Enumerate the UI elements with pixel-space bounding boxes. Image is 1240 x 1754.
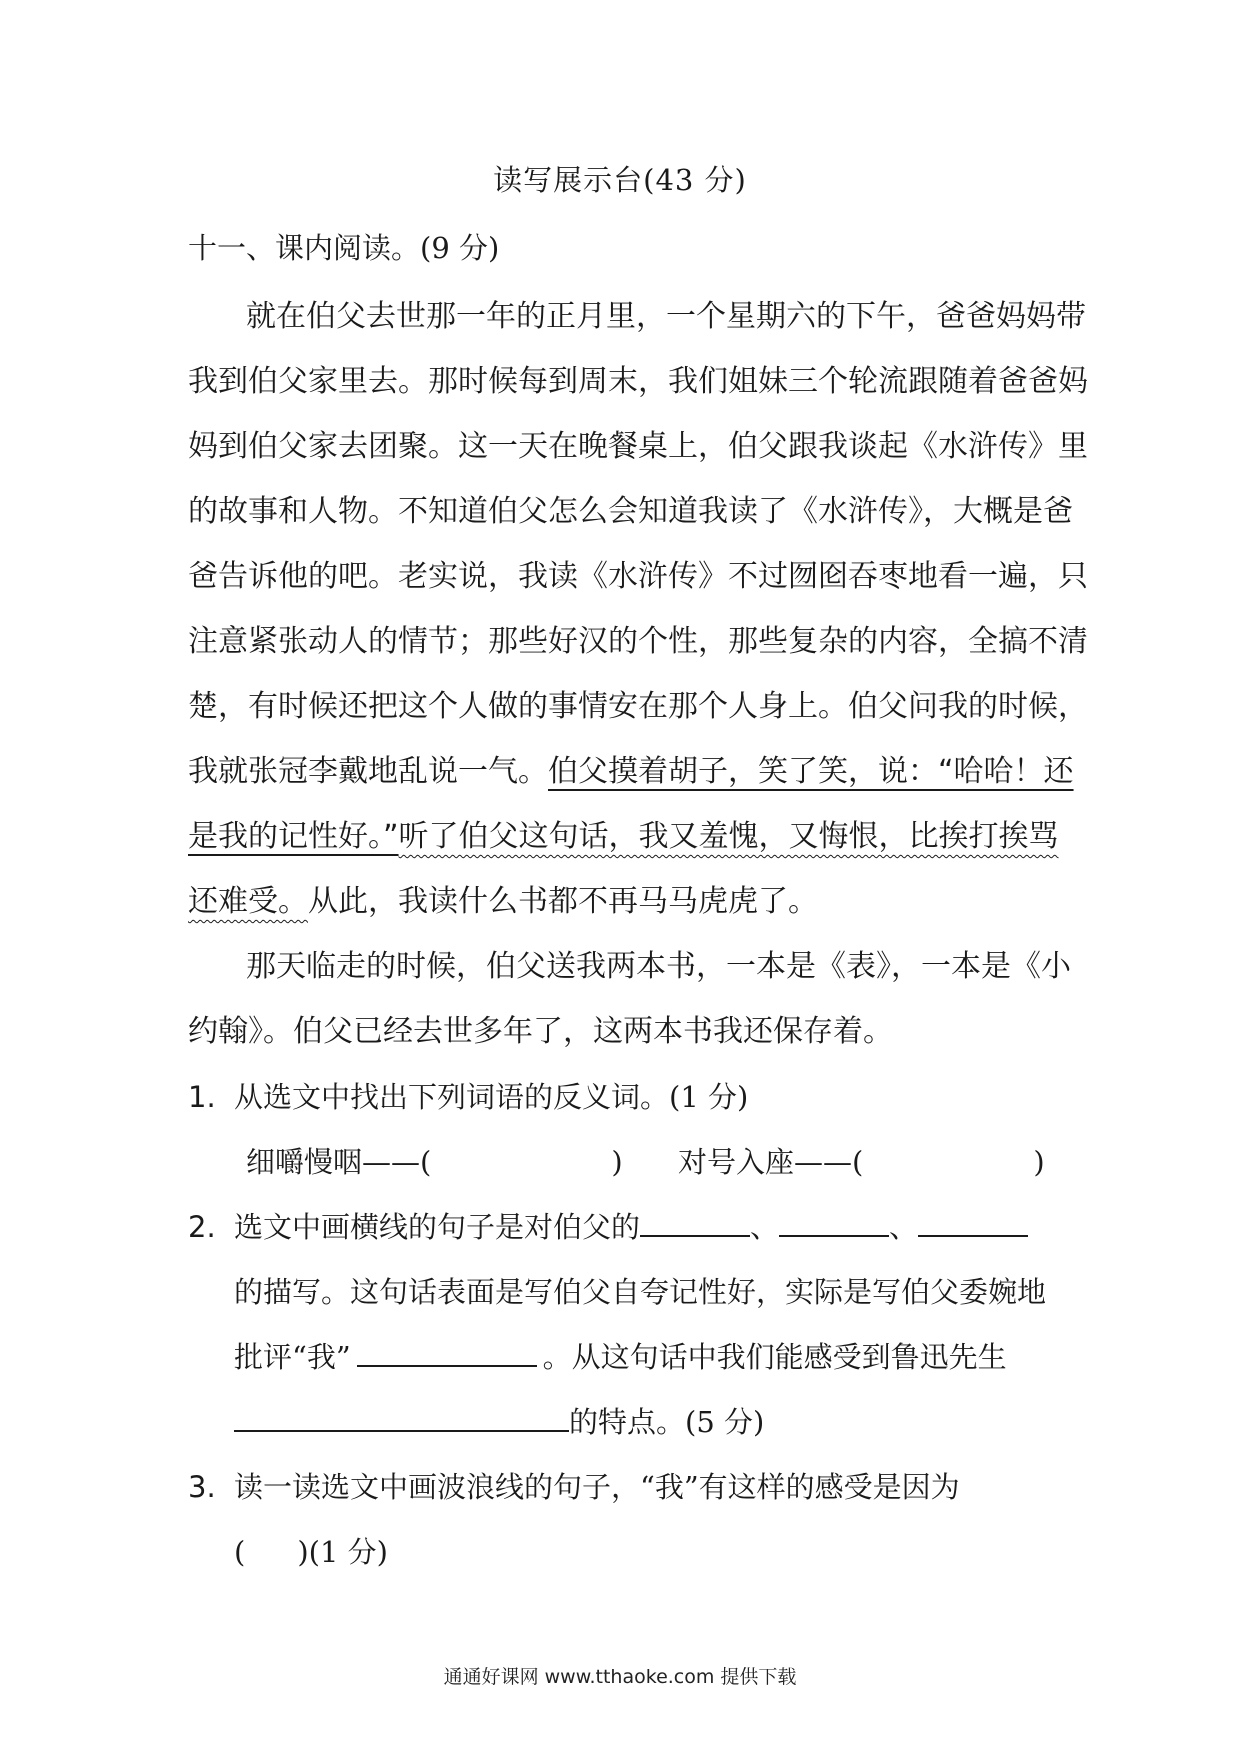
antonym-pairs [188,1130,1063,1195]
question-3 [188,1455,1063,1520]
separator: 、 [889,1210,919,1244]
passage-line: 妈到伯父家去团聚。这一天在晚餐桌上，伯父跟我谈起《水浒传》里 [188,429,1088,464]
question-number: 2. [188,1210,216,1244]
answer-blank[interactable] [779,1205,889,1237]
answer-blank[interactable] [234,1400,569,1432]
footer-download-note: 通通好课网 www.tthaoke.com 提供下载 [443,1666,797,1688]
passage-line: 注意紧张动人的情节；那些好汉的个性，那些复杂的内容，全搞不清 [188,624,1088,659]
passage-line [188,804,1063,869]
question-2-line [188,1325,1063,1390]
antonym-word-1: 细嚼慢咽——( [246,1145,432,1179]
passage-line: 楚，有时候还把这个人做的事情安在那个人身上。伯父问我的时候， [188,689,1088,724]
wavy-underlined-sentence: 还难受。 [188,884,308,919]
question-text: )(1 分) [297,1535,388,1569]
antonym-pair-2 [678,1130,1045,1195]
question-text: 选文中画横线的句子是对伯父的 [234,1210,641,1244]
question-3-line [188,1520,1063,1585]
passage-line: 那天临走的时候，伯父送我两本书，一本是《表》，一本是《小 [246,949,1071,984]
question-text: 批评“我” [234,1340,351,1374]
question-2-line: 的描写。这句话表面是写伯父自夸记性好，实际是写伯父委婉地 [234,1275,1047,1309]
question-text: 从选文中找出下列词语的反义词。(1 分) [234,1080,749,1114]
passage-line: 我到伯父家里去。那时候每到周末，我们姐妹三个轮流跟随着爸爸妈 [188,364,1088,399]
reading-passage [188,284,1088,1064]
passage-line [188,869,1063,934]
paren-close: ) [1033,1145,1045,1179]
question-2 [188,1195,1063,1260]
question-number: 3. [188,1470,216,1504]
passage-text: 我就张冠李戴地乱说一气。 [188,754,548,789]
passage-line: 约翰》。伯父已经去世多年了，这两本书我还保存着。 [188,1014,893,1049]
underlined-sentence: 伯父摸着胡子，笑了笑，说：“哈哈！还 [548,754,1074,789]
page-title: 读写展示台(43 分) [493,163,747,197]
passage-line [188,739,1074,804]
separator: 、 [750,1210,780,1244]
question-2-line [188,1390,1063,1455]
passage-line: 的故事和人物。不知道伯父怎么会知道我读了《水浒传》，大概是爸 [188,494,1073,529]
question-1 [188,1065,1063,1130]
question-list [188,1065,1063,1585]
passage-line: 就在伯父去世那一年的正月里，一个星期六的下午，爸爸妈妈带 [246,299,1086,334]
question-text: 的特点。(5 分) [569,1405,765,1439]
passage-line: 爸告诉他的吧。老实说，我读《水浒传》不过囫囵吞枣地看一遍，只 [188,559,1088,594]
question-text: 读一读选文中画波浪线的句子，“我”有这样的感受是因为 [234,1470,960,1504]
answer-blank[interactable] [357,1335,537,1367]
question-text: 。从这句话中我们能感受到鲁迅先生 [542,1340,1007,1374]
answer-blank[interactable] [918,1205,1028,1237]
answer-blank[interactable] [640,1205,750,1237]
paren-close: ) [611,1145,623,1179]
paren-open: ( [234,1535,246,1569]
wavy-underlined-sentence: 听了伯父这句话，我又羞愧，又悔恨，比挨打挨骂 [398,819,1059,854]
question-number: 1. [188,1080,216,1114]
antonym-word-2: 对号入座——( [678,1145,864,1179]
underlined-sentence: 是我的记性好。” [188,819,399,854]
section-heading: 十一、课内阅读。(9 分) [188,231,500,265]
passage-text: 从此，我读什么书都不再马马虎虎了。 [308,884,818,919]
